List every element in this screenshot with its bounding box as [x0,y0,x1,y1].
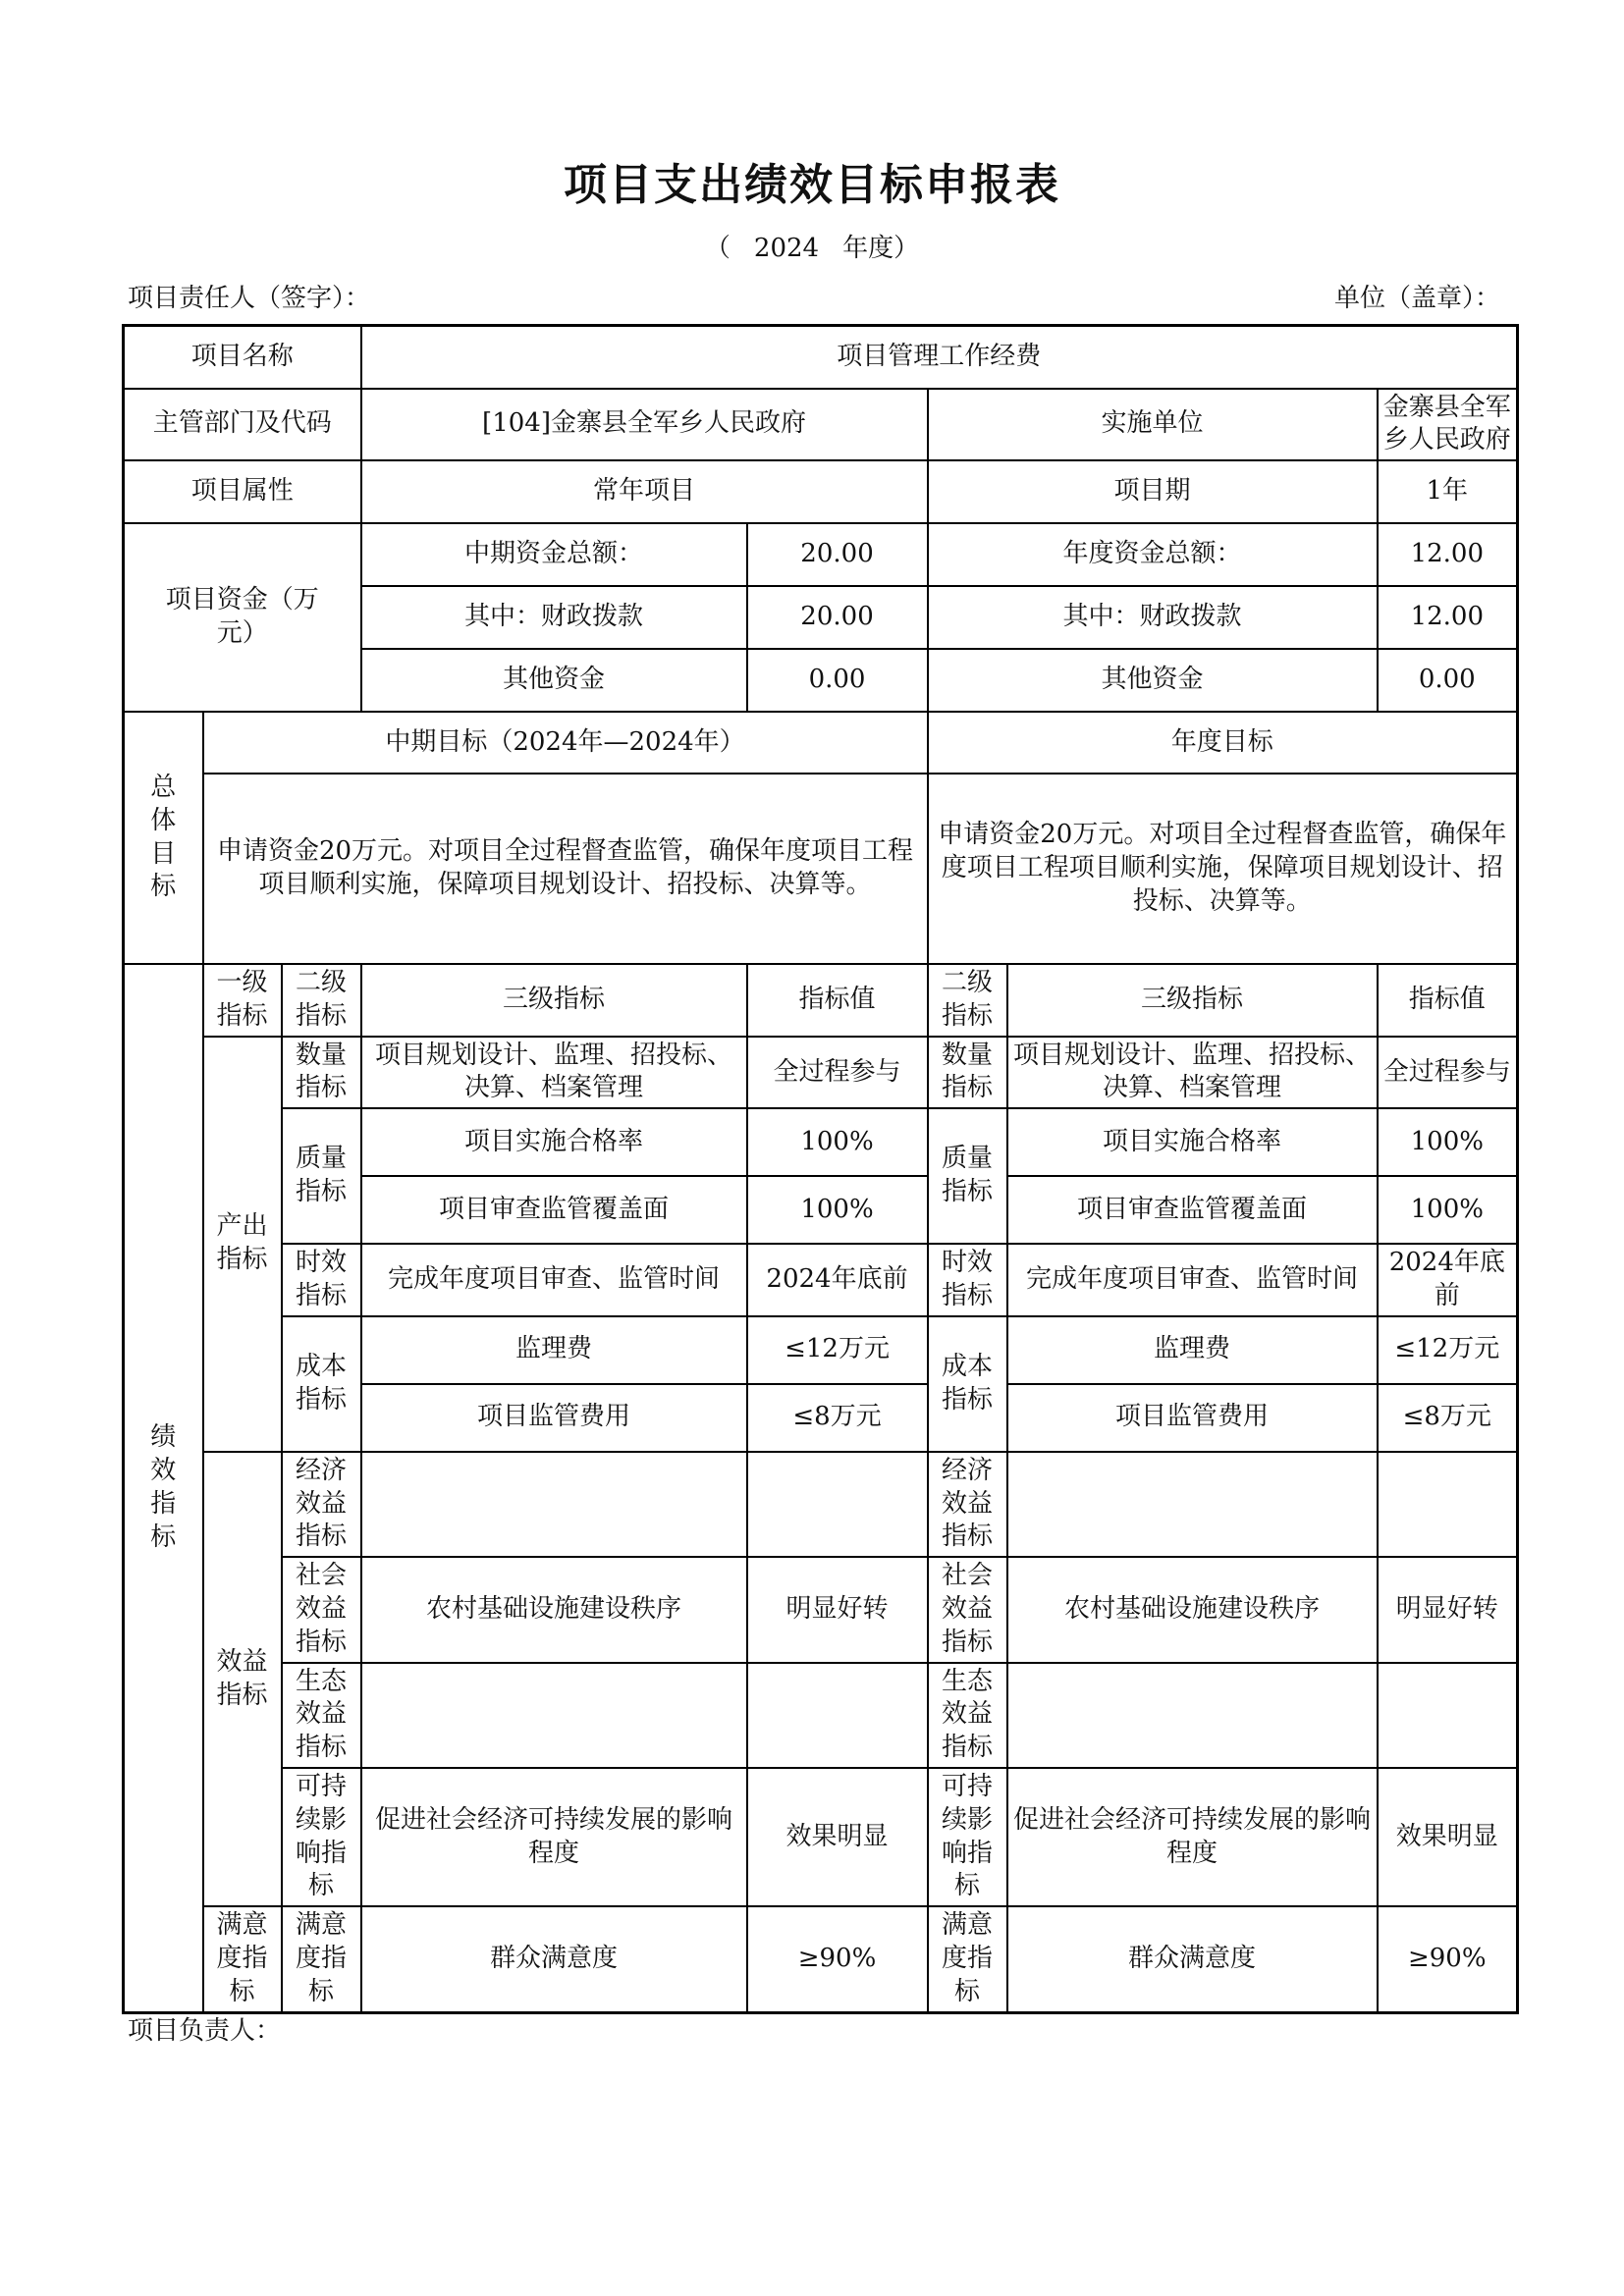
cost2-name-mid: 项目监管费用 [361,1384,747,1452]
satisfaction-indicator-label: 满意度指标 [203,1906,282,2012]
satisfaction-value-mid: ≥90% [747,1906,928,2012]
attr-value: 常年项目 [361,460,928,523]
quality-label-year: 质量指标 [928,1108,1007,1244]
economic-name-mid [361,1452,747,1557]
mid-total-value: 20.00 [747,523,928,586]
level3-header-mid: 三级指标 [361,964,747,1037]
sustain-value-mid: 效果明显 [747,1768,928,1906]
time-name-year: 完成年度项目审查、监管时间 [1007,1244,1378,1316]
year-other-label: 其他资金 [928,649,1378,712]
time-label-mid: 时效指标 [282,1244,361,1316]
cost2-value-year: ≤8万元 [1378,1384,1518,1452]
project-name-value: 项目管理工作经费 [361,326,1518,389]
quality2-value-year: 100% [1378,1176,1518,1244]
level3-header-year: 三级指标 [1007,964,1378,1037]
value-header-mid: 指标值 [747,964,928,1037]
cost1-name-mid: 监理费 [361,1316,747,1384]
social-value-mid: 明显好转 [747,1557,928,1662]
satisfaction-name-year: 群众满意度 [1007,1906,1378,2012]
satisfaction-label-mid: 满意度指标 [282,1906,361,2012]
time-value-mid: 2024年底前 [747,1244,928,1316]
eco-label-year: 生态效益指标 [928,1663,1007,1768]
eco-name-year [1007,1663,1378,1768]
quantity-value-year: 全过程参与 [1378,1037,1518,1109]
level2-header-year: 二级指标 [928,964,1007,1037]
year-fiscal-value: 12.00 [1378,586,1518,649]
time-value-year: 2024年底前 [1378,1244,1518,1316]
year-total-label: 年度资金总额： [928,523,1378,586]
year-value: 2024 [753,234,820,263]
social-label-mid: 社会效益指标 [282,1557,361,1662]
year-goal-header: 年度目标 [928,712,1518,774]
cost-label-mid: 成本指标 [282,1316,361,1452]
cost-label-year: 成本指标 [928,1316,1007,1452]
dept-value: [104]金寨县全军乡人民政府 [361,389,928,461]
attr-label: 项目属性 [124,460,361,523]
mid-fiscal-label: 其中：财政拨款 [361,586,747,649]
cost2-name-year: 项目监管费用 [1007,1384,1378,1452]
sustain-label-year: 可持续影响指标 [928,1768,1007,1906]
period-value: 1年 [1378,460,1518,523]
social-name-year: 农村基础设施建设秩序 [1007,1557,1378,1662]
overall-goal-label: 总体目标 [124,712,203,964]
economic-value-mid [747,1452,928,1557]
social-value-year: 明显好转 [1378,1557,1518,1662]
quality1-name-year: 项目实施合格率 [1007,1108,1378,1176]
sustain-name-year: 促进社会经济可持续发展的影响程度 [1007,1768,1378,1906]
quality-label-mid: 质量指标 [282,1108,361,1244]
cost2-value-mid: ≤8万元 [747,1384,928,1452]
impl-label: 实施单位 [928,389,1378,461]
quality1-value-mid: 100% [747,1108,928,1176]
eco-name-mid [361,1663,747,1768]
quantity-name-year: 项目规划设计、监理、招投标、决算、档案管理 [1007,1037,1378,1109]
benefit-indicator-label: 效益指标 [203,1452,282,1906]
performance-indicator-label: 绩效指标 [124,964,203,2012]
level1-header: 一级指标 [203,964,282,1037]
eco-value-year [1378,1663,1518,1768]
impl-value: 金寨县全军乡人民政府 [1378,389,1518,461]
sustain-value-year: 效果明显 [1378,1768,1518,1906]
page-title: 项目支出绩效目标申报表 [564,160,1060,210]
unit-seal-label: 单位（盖章）： [1333,284,1500,313]
quality2-value-mid: 100% [747,1176,928,1244]
mid-other-value: 0.00 [747,649,928,712]
time-name-mid: 完成年度项目审查、监管时间 [361,1244,747,1316]
level2-header-mid: 二级指标 [282,964,361,1037]
signer-label: 项目责任人（签字）： [128,284,371,313]
satisfaction-label-year: 满意度指标 [928,1906,1007,2012]
year-line [0,228,1624,264]
quality2-name-year: 项目审查监管覆盖面 [1007,1176,1378,1244]
year-open: （ [704,234,731,263]
eco-value-mid [747,1663,928,1768]
social-label-year: 社会效益指标 [928,1557,1007,1662]
year-total-value: 12.00 [1378,523,1518,586]
quantity-name-mid: 项目规划设计、监理、招投标、决算、档案管理 [361,1037,747,1109]
funds-label: 项目资金（万元） [124,523,361,712]
year-other-value: 0.00 [1378,649,1518,712]
social-name-mid: 农村基础设施建设秩序 [361,1557,747,1662]
economic-name-year [1007,1452,1378,1557]
output-indicator-label: 产出指标 [203,1037,282,1452]
year-fiscal-label: 其中：财政拨款 [928,586,1378,649]
satisfaction-name-mid: 群众满意度 [361,1906,747,2012]
value-header-year: 指标值 [1378,964,1518,1037]
year-suffix: 年度） [842,234,920,263]
mid-goal-header: 中期目标（2024年—2024年） [203,712,928,774]
cost1-name-year: 监理费 [1007,1316,1378,1384]
time-label-year: 时效指标 [928,1244,1007,1316]
eco-label-mid: 生态效益指标 [282,1663,361,1768]
economic-label-year: 经济效益指标 [928,1452,1007,1557]
period-label: 项目期 [928,460,1378,523]
sustain-name-mid: 促进社会经济可持续发展的影响程度 [361,1768,747,1906]
footer-label: 项目负责人： [128,2016,282,2046]
quantity-label-mid: 数量指标 [282,1037,361,1109]
cost1-value-mid: ≤12万元 [747,1316,928,1384]
mid-goal-text: 申请资金20万元。对项目全过程督查监管，确保年度项目工程项目顺利实施，保障项目规划设计、招投标、决算等。 [203,774,928,964]
quantity-label-year: 数量指标 [928,1037,1007,1109]
economic-label-mid: 经济效益指标 [282,1452,361,1557]
performance-target-table [122,324,1519,2014]
year-goal-text: 申请资金20万元。对项目全过程督查监管，确保年度项目工程项目顺利实施，保障项目规划设计、招投标、决算等。 [928,774,1518,964]
quality1-value-year: 100% [1378,1108,1518,1176]
project-name-label: 项目名称 [124,326,361,389]
quantity-value-mid: 全过程参与 [747,1037,928,1109]
quality1-name-mid: 项目实施合格率 [361,1108,747,1176]
economic-value-year [1378,1452,1518,1557]
cost1-value-year: ≤12万元 [1378,1316,1518,1384]
quality2-name-mid: 项目审查监管覆盖面 [361,1176,747,1244]
satisfaction-value-year: ≥90% [1378,1906,1518,2012]
dept-label: 主管部门及代码 [124,389,361,461]
sustain-label-mid: 可持续影响指标 [282,1768,361,1906]
mid-total-label: 中期资金总额： [361,523,747,586]
mid-other-label: 其他资金 [361,649,747,712]
mid-fiscal-value: 20.00 [747,586,928,649]
